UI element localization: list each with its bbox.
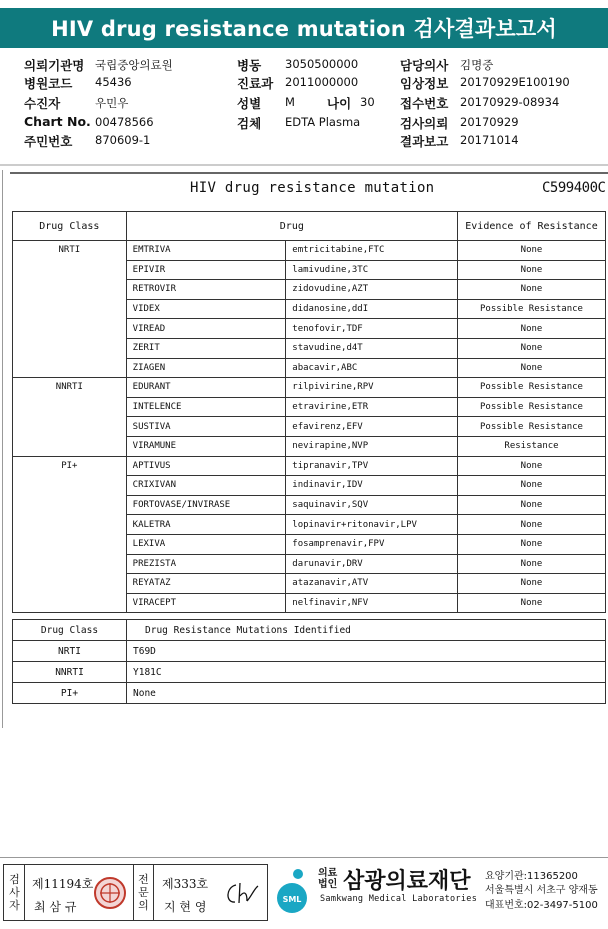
- info-label: Chart No.: [24, 114, 91, 129]
- generic-name-cell: indinavir,IDV: [286, 476, 458, 496]
- evidence-cell: Resistance: [458, 436, 606, 456]
- evidence-cell: None: [458, 338, 606, 358]
- evidence-cell: None: [458, 260, 606, 280]
- drug-name-cell: REYATAZ: [126, 574, 286, 594]
- generic-name-cell: rilpivirine,RPV: [286, 378, 458, 398]
- info-value: 3050500000: [285, 57, 359, 71]
- table-row: [13, 662, 606, 683]
- header-separator: [0, 163, 608, 175]
- info-label: 성별: [237, 96, 262, 111]
- org-address: 서울특별시 서초구 양재동: [485, 885, 598, 896]
- org-phone: 대표번호:02-3497-5100: [485, 900, 598, 911]
- info-label: 담당의사: [400, 58, 449, 73]
- evidence-cell: Possible Resistance: [458, 397, 606, 417]
- specialist-name: 지 현 영: [164, 900, 207, 914]
- evidence-cell: Possible Resistance: [458, 299, 606, 319]
- footer: [0, 860, 608, 929]
- generic-name-cell: stavudine,d4T: [286, 338, 458, 358]
- mutation-class-cell: NRTI: [13, 641, 127, 662]
- drug-resistance-table: [12, 211, 606, 613]
- mutation-value-cell: None: [127, 683, 606, 704]
- info-value: M: [285, 95, 295, 109]
- drug-name-cell: ZIAGEN: [126, 358, 286, 378]
- info-value: 김명중: [460, 58, 494, 72]
- generic-name-cell: fosamprenavir,FPV: [286, 534, 458, 554]
- generic-name-cell: atazanavir,ATV: [286, 574, 458, 594]
- generic-name-cell: efavirenz,EFV: [286, 417, 458, 437]
- evidence-cell: None: [458, 456, 606, 476]
- evidence-cell: None: [458, 534, 606, 554]
- generic-name-cell: lamivudine,3TC: [286, 260, 458, 280]
- info-value: 20170929-08934: [460, 95, 560, 109]
- report-title-bar: [0, 8, 608, 48]
- drug-name-cell: FORTOVASE/INVIRASE: [126, 495, 286, 515]
- drug-name-cell: VIDEX: [126, 299, 286, 319]
- sml-logo-icon: [272, 866, 316, 916]
- drug-name-cell: LEXIVA: [126, 534, 286, 554]
- evidence-cell: None: [458, 280, 606, 300]
- generic-name-cell: saquinavir,SQV: [286, 495, 458, 515]
- specialist-license: 제333호: [162, 877, 209, 891]
- header-drug-class: Drug Class: [13, 212, 127, 241]
- header-evidence: Evidence of Resistance: [458, 212, 606, 241]
- tester-seal-icon: [92, 875, 128, 911]
- drug-name-cell: VIRACEPT: [126, 593, 286, 613]
- header-drug-class: Drug Class: [13, 620, 127, 641]
- mutation-table: [12, 619, 606, 704]
- evidence-cell: None: [458, 476, 606, 496]
- drug-name-cell: KALETRA: [126, 515, 286, 535]
- report-heading: HIV drug resistance mutation: [190, 180, 435, 196]
- evidence-cell: None: [458, 358, 606, 378]
- drug-name-cell: VIREAD: [126, 319, 286, 339]
- info-label: 임상정보: [400, 76, 449, 91]
- generic-name-cell: darunavir,DRV: [286, 554, 458, 574]
- info-value: 국립중앙의료원: [95, 58, 173, 72]
- logo-text: SML: [282, 895, 302, 904]
- drug-name-cell: APTIVUS: [126, 456, 286, 476]
- evidence-cell: None: [458, 574, 606, 594]
- tester-license: 제11194호: [32, 877, 94, 891]
- drug-class-cell: NRTI: [13, 241, 127, 378]
- evidence-cell: Possible Resistance: [458, 417, 606, 437]
- table-header-row: [13, 620, 606, 641]
- drug-name-cell: VIRAMUNE: [126, 436, 286, 456]
- evidence-cell: None: [458, 554, 606, 574]
- generic-name-cell: didanosine,ddI: [286, 299, 458, 319]
- info-value: EDTA Plasma: [285, 115, 361, 129]
- mutation-class-cell: PI+: [13, 683, 127, 704]
- info-label: 주민번호: [24, 134, 73, 149]
- table-row: [13, 456, 606, 476]
- drug-name-cell: ZERIT: [126, 338, 286, 358]
- tester-label: 검 사 자: [9, 873, 20, 912]
- specialist-label: 전 문 의: [138, 873, 149, 912]
- generic-name-cell: lopinavir+ritonavir,LPV: [286, 515, 458, 535]
- generic-name-cell: tenofovir,TDF: [286, 319, 458, 339]
- info-label: 접수번호: [400, 96, 449, 111]
- drug-class-cell: NNRTI: [13, 378, 127, 456]
- info-label: 결과보고: [400, 134, 449, 149]
- info-label: 수진자: [24, 96, 61, 111]
- generic-name-cell: zidovudine,AZT: [286, 280, 458, 300]
- generic-name-cell: abacavir,ABC: [286, 358, 458, 378]
- evidence-cell: None: [458, 515, 606, 535]
- drug-name-cell: CRIXIVAN: [126, 476, 286, 496]
- age-value: 30: [360, 95, 375, 109]
- footer-separator: [0, 856, 608, 859]
- drug-name-cell: INTELENCE: [126, 397, 286, 417]
- specialist-signature-icon: [222, 879, 264, 909]
- evidence-cell: None: [458, 241, 606, 261]
- org-prefix: 의료법인: [318, 868, 338, 890]
- info-value: 870609-1: [95, 133, 151, 147]
- info-value: 20170929: [460, 115, 519, 129]
- evidence-cell: Possible Resistance: [458, 378, 606, 398]
- drug-name-cell: EPIVIR: [126, 260, 286, 280]
- page-title: HIV drug resistance mutation 검사결과보고서: [51, 17, 557, 41]
- table-header-row: [13, 212, 606, 241]
- patient-info: [0, 52, 608, 162]
- drug-name-cell: EMTRIVA: [126, 241, 286, 261]
- generic-name-cell: nevirapine,NVP: [286, 436, 458, 456]
- info-label: 의뢰기관명: [24, 58, 85, 73]
- report-code: C599400C: [542, 180, 606, 196]
- info-label: 진료과: [237, 76, 274, 91]
- info-value: 우민우: [95, 96, 129, 110]
- signature-box: [3, 864, 268, 921]
- table-row: [13, 683, 606, 704]
- generic-name-cell: nelfinavir,NFV: [286, 593, 458, 613]
- mutation-value-cell: Y181C: [127, 662, 606, 683]
- drug-name-cell: SUSTIVA: [126, 417, 286, 437]
- generic-name-cell: tipranavir,TPV: [286, 456, 458, 476]
- info-label: 병원코드: [24, 76, 73, 91]
- evidence-cell: None: [458, 495, 606, 515]
- drug-name-cell: EDURANT: [126, 378, 286, 398]
- drug-class-cell: PI+: [13, 456, 127, 613]
- tester-name: 최 삼 규: [34, 900, 77, 914]
- info-label: 검사의뢰: [400, 116, 449, 131]
- info-value: 20171014: [460, 133, 519, 147]
- age-label: 나이: [327, 96, 352, 111]
- evidence-cell: None: [458, 319, 606, 339]
- info-label: 병동: [237, 58, 262, 73]
- org-name: 삼광의료재단: [343, 869, 471, 894]
- info-value: 00478566: [95, 115, 154, 129]
- info-value: 2011000000: [285, 75, 359, 89]
- table-row: [13, 241, 606, 261]
- generic-name-cell: etravirine,ETR: [286, 397, 458, 417]
- mutation-class-cell: NNRTI: [13, 662, 127, 683]
- generic-name-cell: emtricitabine,FTC: [286, 241, 458, 261]
- drug-name-cell: PREZISTA: [126, 554, 286, 574]
- org-english-name: Samkwang Medical Laboratories: [320, 894, 478, 904]
- info-value: 45436: [95, 75, 132, 89]
- drug-name-cell: RETROVIR: [126, 280, 286, 300]
- mutation-value-cell: T69D: [127, 641, 606, 662]
- header-mutations: Drug Resistance Mutations Identified: [127, 620, 606, 641]
- table-row: [13, 641, 606, 662]
- left-margin-rule: [2, 170, 3, 728]
- evidence-cell: None: [458, 593, 606, 613]
- org-code: 요양기관:11365200: [485, 871, 578, 882]
- info-value: 20170929E100190: [460, 75, 570, 89]
- table-row: [13, 378, 606, 398]
- info-label: 검체: [237, 116, 262, 131]
- header-drug: Drug: [126, 212, 457, 241]
